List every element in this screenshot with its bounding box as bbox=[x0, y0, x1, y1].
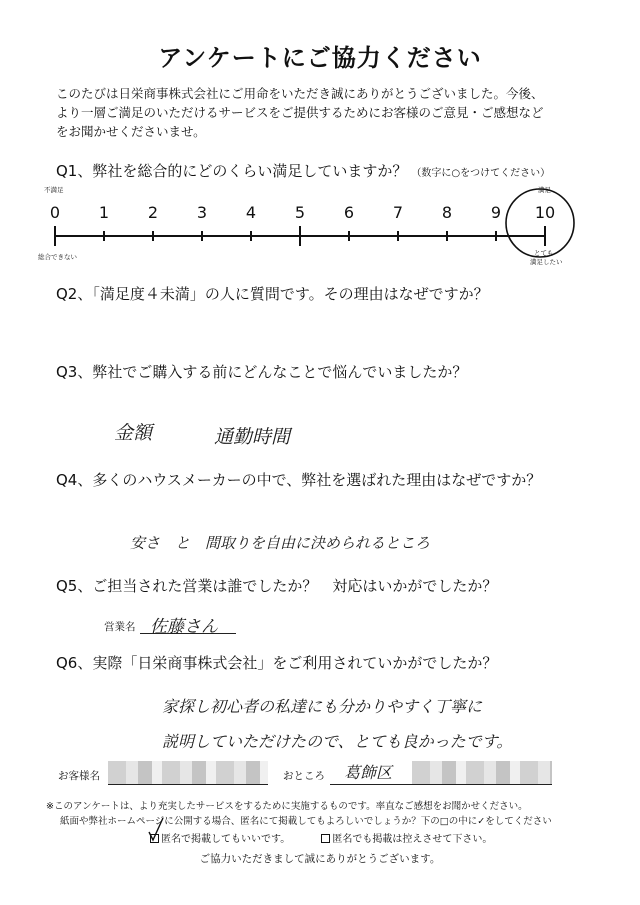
selected-circle bbox=[506, 189, 574, 257]
sales-name-underline bbox=[140, 633, 236, 634]
question-1-note: （数字に○をつけてください） bbox=[411, 168, 551, 179]
scale-number-9[interactable]: 9 bbox=[490, 203, 502, 222]
footer-note bbox=[46, 799, 606, 829]
answer-6-line-2: 説明していただけたので、とても良かったです。 bbox=[162, 732, 513, 751]
address-redacted bbox=[412, 761, 552, 785]
address-label: おところ bbox=[283, 770, 325, 782]
address-underline bbox=[330, 784, 552, 785]
customer-name-underline bbox=[108, 784, 268, 785]
question-3: Q3、弊社でご購入する前にどんなことで悩んでいましたか？ bbox=[56, 363, 468, 381]
publish-options bbox=[150, 830, 492, 845]
answer-4: 安さ と 間取りを自由に決められるところ bbox=[130, 534, 431, 552]
scale-left-top-label: 不満足 bbox=[44, 186, 64, 194]
scale-right-bottom-label-2: 満足したい bbox=[530, 258, 563, 266]
address-value: 葛飾区 bbox=[344, 763, 393, 782]
scale-number-0[interactable]: 0 bbox=[49, 203, 61, 222]
scale-line bbox=[40, 186, 580, 276]
question-4: Q4、多くのハウスメーカーの中で、弊社を選ばれた理由はなぜですか？ bbox=[56, 471, 542, 489]
scale-number-6[interactable]: 6 bbox=[343, 203, 355, 222]
question-5: Q5、ご担当された営業は誰でしたか？ 対応はいかがでしたか？ bbox=[56, 577, 498, 595]
no-anonymous-checkbox[interactable] bbox=[321, 834, 330, 843]
scale-number-10[interactable]: 10 bbox=[534, 203, 556, 222]
scale-right-top-label: 満足 bbox=[538, 186, 551, 194]
answer-3-2: 通勤時間 bbox=[214, 426, 291, 448]
customer-name-redacted bbox=[108, 761, 268, 785]
intro-line: このたびは日栄商事株式会社にご用命をいただき誠にありがとうございました。今後、 bbox=[56, 86, 544, 101]
answer-6-line-1: 家探し初心者の私達にも分かりやすく丁寧に bbox=[162, 697, 483, 716]
question-1-text: Q1、弊社を総合的にどのくらい満足していますか？ bbox=[56, 162, 408, 180]
intro-text bbox=[56, 84, 596, 141]
sales-name: 佐藤さん bbox=[150, 617, 218, 637]
option-no-anonymous-label: 匿名でも掲載は控えさせて下さい。 bbox=[332, 834, 493, 845]
answer-3-1: 金額 bbox=[114, 422, 153, 444]
footer-line-1: ※このアンケートは、より充実したサービスをするために実施するものです。率直なご感想をお聞かせください。 bbox=[46, 801, 528, 812]
scale-number-1[interactable]: 1 bbox=[98, 203, 110, 222]
footer-line-2: 紙面や弊社ホームページに公開する場合、匿名にて掲載してもよろしいでしょうか？下の□の中に✓をしてください bbox=[60, 816, 552, 827]
question-6: Q6、実際「日栄商事株式会社」をご利用されていかがでしたか？ bbox=[56, 654, 498, 672]
sales-name-label: 営業名 bbox=[104, 621, 136, 633]
intro-line: より一層ご満足のいただけるサービスをご提供するためにお客様のご意見・ご感想など bbox=[56, 105, 544, 120]
check-mark-icon bbox=[146, 816, 166, 842]
question-2: Q2、「満足度４未満」の人に質問です。その理由はなぜですか？ bbox=[56, 285, 489, 303]
option-anonymous[interactable] bbox=[150, 834, 293, 845]
question-1 bbox=[56, 160, 550, 181]
scale-number-8[interactable]: 8 bbox=[441, 203, 453, 222]
option-no-anonymous[interactable] bbox=[321, 834, 492, 845]
scale-number-4[interactable]: 4 bbox=[245, 203, 257, 222]
satisfaction-scale bbox=[40, 186, 580, 276]
scale-right-bottom-label: とても bbox=[534, 249, 554, 257]
scale-number-3[interactable]: 3 bbox=[196, 203, 208, 222]
thanks-text: ご協力いただきまして誠にありがとうございます。 bbox=[199, 853, 441, 865]
intro-line: をお聞かせくださいませ。 bbox=[56, 124, 206, 139]
scale-number-7[interactable]: 7 bbox=[392, 203, 404, 222]
page-title: アンケートにご協力ください bbox=[158, 44, 482, 72]
scale-number-5[interactable]: 5 bbox=[294, 203, 306, 222]
customer-name-label: お客様名 bbox=[58, 770, 100, 782]
scale-number-2[interactable]: 2 bbox=[147, 203, 159, 222]
option-anonymous-label: 匿名で掲載してもいいです。 bbox=[161, 834, 291, 845]
scale-left-bottom-label: 総合できない bbox=[38, 253, 77, 261]
